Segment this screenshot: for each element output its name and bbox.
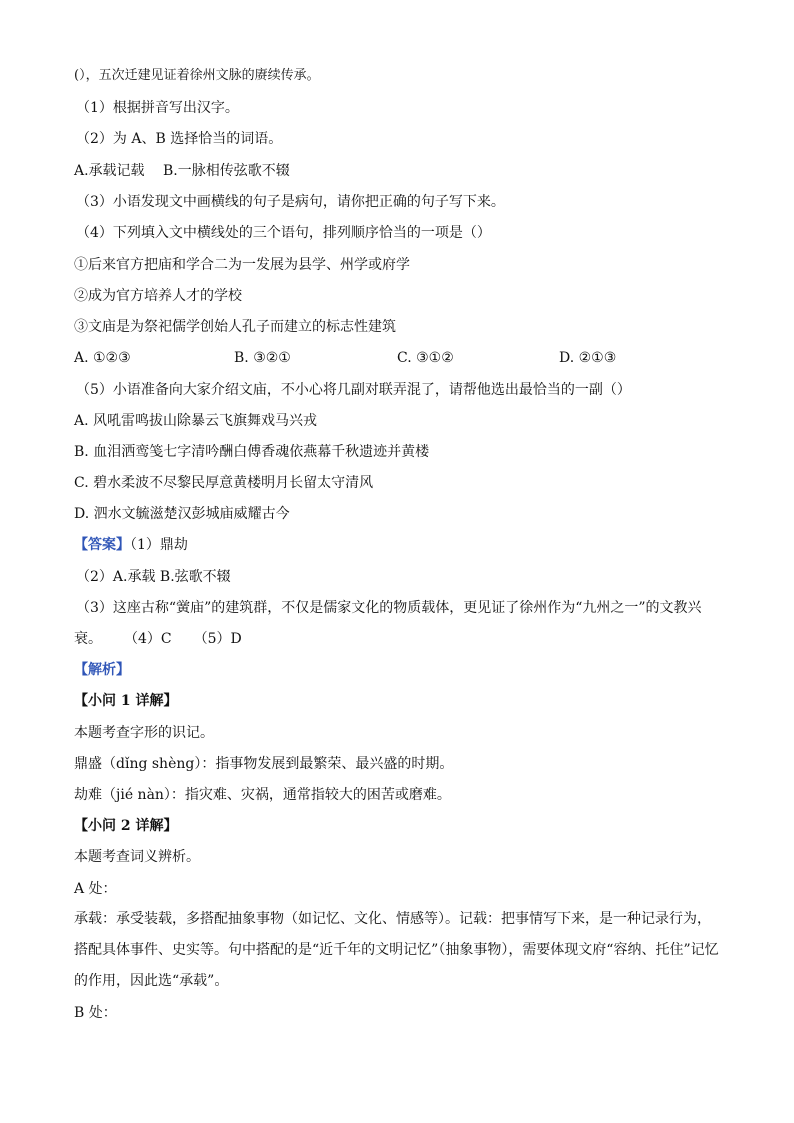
subq1-word-2: 劫难（jié nàn）：指灾难、灾祸，通常指较大的困苦或磨难。 [74, 787, 451, 803]
subq1-word-1: 鼎盛（dǐng shèng）：指事物发展到最繁荣、最兴盛的时期。 [74, 756, 454, 772]
q4-option-a: A. ①②③ [74, 350, 131, 366]
answer-4: （4）C [124, 631, 172, 647]
subq2-intro: 本题考查词义辨析。 [74, 849, 200, 865]
couplet-d: D. 泗水文毓滋楚汉彭城庙威耀古今 [74, 506, 290, 522]
couplet-b: B. 血泪洒鸾笺七字清吟酬白傅香魂依燕幕千秋遗迹并黄楼 [74, 444, 430, 460]
answer-tag: 【答案】 [74, 537, 130, 553]
q4-option-b: B. ③②① [234, 350, 291, 366]
sentence-3: ③文庙是为祭祀儒学创始人孔子而建立的标志性建筑 [74, 319, 396, 335]
answer-3-line2 [74, 630, 724, 648]
question-4: （4）下列填入文中横线处的三个语句，排列顺序恰当的一项是（） [76, 225, 491, 241]
question-2: （2）为 A、B 选择恰当的词语。 [76, 131, 283, 147]
answer-2: （2）A.承载 B.弦歌不辍 [76, 569, 231, 585]
q4-option-d: D. ②①③ [559, 350, 617, 366]
question-3: （3）小语发现文中画横线的句子是病句，请你把正确的句子写下来。 [76, 194, 505, 210]
subq2-part-b: B 处： [74, 1005, 117, 1021]
sentence-1: ①后来官方把庙和学合二为一发展为县学、州学或府学 [74, 257, 410, 273]
question-1: （1）根据拼音写出汉字。 [76, 100, 239, 116]
sentence-2: ②成为官方培养人才的学校 [74, 288, 242, 304]
subq2-heading: 【小问 2 详解】 [74, 818, 178, 834]
answer-1: （1）鼎劫 [130, 537, 188, 553]
couplet-c: C. 碧水柔波不尽黎民厚意黄楼明月长留太守清风 [74, 475, 374, 491]
question-2-options: A.承载记载 B.一脉相传弦歌不辍 [74, 163, 290, 179]
answer-line [74, 536, 724, 554]
answer-3-end: 衰。 [74, 631, 102, 647]
passage-fragment: (），五次迁建见证着徐州文脉的赓续传承。 [74, 68, 320, 83]
subq1-heading: 【小问 1 详解】 [74, 693, 178, 709]
q4-option-c: C. ③①② [397, 350, 454, 366]
question-5: （5）小语准备向大家介绍文庙，不小心将几副对联弄混了，请帮他选出最恰当的一副（） [76, 382, 631, 398]
answer-3-line1: （3）这座古称“黉庙”的建筑群，不仅是儒家文化的物质载体，更见证了徐州作为“九州之一”的文教兴 [76, 600, 702, 616]
answer-5: （5）D [193, 631, 242, 647]
couplet-a: A. 风吼雷鸣拔山除暴云飞旗舞戏马兴戎 [74, 413, 318, 429]
subq2-part-a: A 处： [74, 881, 117, 897]
analysis-tag: 【解析】 [74, 662, 130, 678]
subq2-explanation: 承载：承受装载，多搭配抽象事物（如记忆、文化、情感等）。记载：把事情写下来，是一种记录行为，搭配具体事件、史实等。句中搭配的是“近千年的文明记忆”（抽象事物），需要体现文府“容纳、托住”记忆的作用，因此选“承载”。 [74, 911, 719, 989]
subq1-intro: 本题考查字形的识记。 [74, 725, 214, 741]
